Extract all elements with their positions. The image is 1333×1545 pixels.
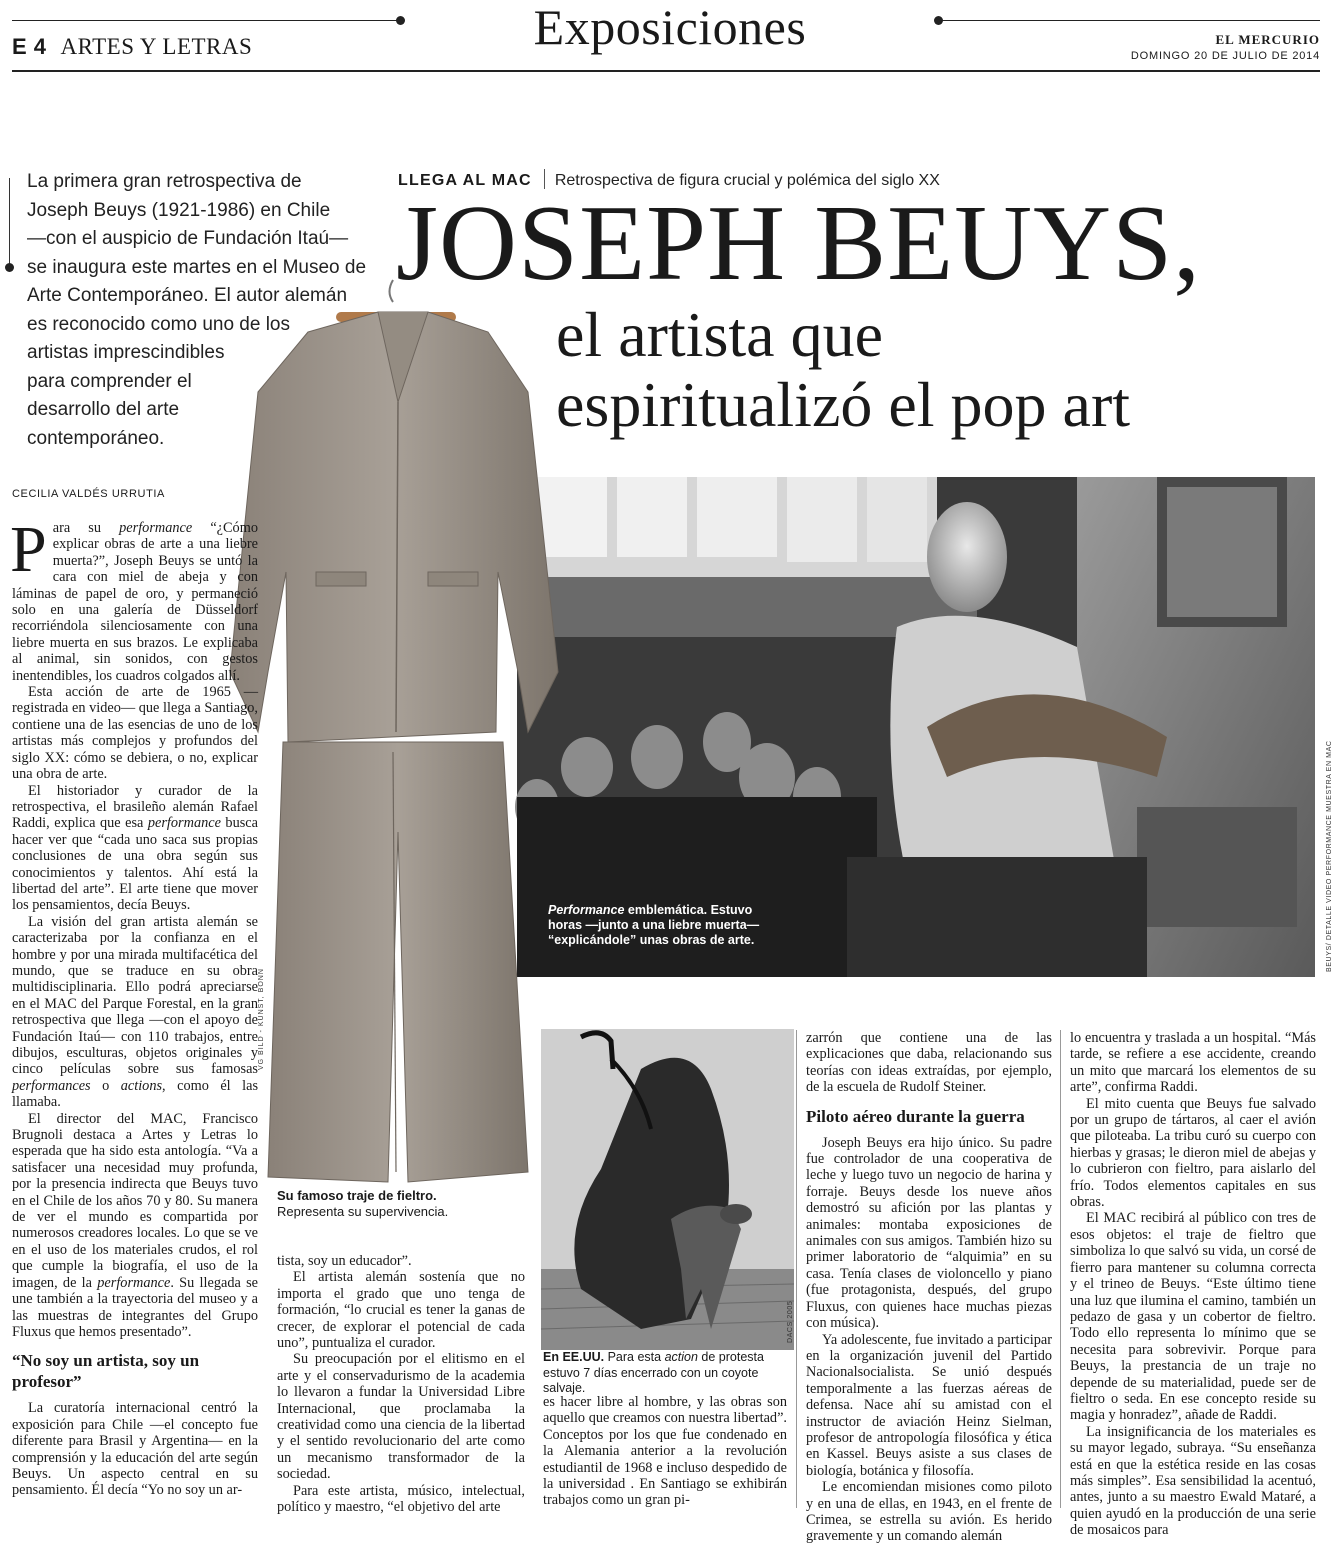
article-paragraph bbox=[12, 783, 258, 914]
newspaper-name: EL MERCURIO bbox=[1215, 32, 1320, 47]
header-bottom-rule bbox=[12, 70, 1320, 72]
paragraph-em: performance bbox=[97, 1274, 171, 1291]
lead-line: Joseph Beuys (1921-1986) en Chile bbox=[27, 199, 331, 221]
lead-line: La primera gran retrospectiva de bbox=[27, 171, 302, 192]
lead-line: para comprender el bbox=[27, 370, 192, 392]
paragraph-em: performances bbox=[12, 1077, 91, 1094]
article-paragraph: Ya adolescente, fue invitado a participar en la organización juvenil del Partido Nacionalsocialista. Se unió después temporalmente a las fuerzas aéreas de defensa. Nace ahí su amistad con el instructor de aviación Heinz Sielman, profesor de antropología filosófica y ética en Kassel. Beuys asiste a sus clases de biología, botánica y filosofía. bbox=[806, 1331, 1052, 1479]
article-column-1 bbox=[10, 513, 259, 1499]
column-rule bbox=[1060, 1030, 1061, 1508]
lead-line: —con el auspicio de Fundación Itaú— bbox=[27, 228, 349, 249]
article-paragraph: zarrón que contiene una de las explicaciones que daba, relacionando sus teorías con ideas extraídas, por ejemplo, de la escuela de Rudolf Steiner. bbox=[806, 1030, 1052, 1096]
paragraph-text: La visión del gran artista alemán se caracterizaba por la confianza en el hombre y por una mirada multifacética del mundo, que se traduce en su obra multidisciplinaria. Ello podrá apreciarse en el MAC del Parque Forestal, en la gran retrospectiva que llega —con el apoyo de Fundación Itaú— con 110 trabajos, entre dibujos, esculturas, objetos originales y cinco películas sobre sus famosas bbox=[12, 913, 258, 1078]
headline-subtitle-line: el artista que bbox=[556, 299, 883, 370]
byline: CECILIA VALDÉS URRUTIA bbox=[12, 488, 165, 500]
header-rule-right bbox=[938, 20, 1320, 21]
headline-subtitle bbox=[556, 300, 1130, 440]
lead-line: se inaugura este martes en el Museo de bbox=[27, 256, 367, 278]
article-paragraph bbox=[12, 914, 258, 1111]
article-column-2 bbox=[277, 1253, 525, 1516]
performance-caption-text: emblemática. Estuvo horas —junto a una liebre muerta— “explicándole” unas obras de arte. bbox=[548, 903, 760, 947]
paragraph-text: El director del MAC, Francisco Brugnoli destaca a Artes y Letras lo esperada que ha sido esta antología. “Va a satisfacer una necesidad muy profunda, por la presencia indirecta que Beuys tuvo en el Chile de los años 70 y 80. Su manera de ver el mundo es compartida por numerosos creadores locales. Lo que se ve en el uso de los materiales crudos, el rol que cumple la biografía, el uso de la imagen, de la bbox=[12, 1110, 258, 1291]
lead-line: Arte Contemporáneo. El autor alemán bbox=[27, 285, 348, 306]
paragraph-em: performance bbox=[119, 520, 193, 536]
subhead: Piloto aéreo durante la guerra bbox=[806, 1106, 1025, 1126]
felt-suit-graphic bbox=[228, 272, 560, 1192]
lead-line: desarrollo del arte bbox=[27, 399, 180, 420]
section-name: ARTES Y LETRAS bbox=[60, 34, 253, 59]
article-paragraph: La curatoría internacional centró la exposición para Chile —el concepto fue diferente para Brasil y Argentina— en la comprensión y la educación del arte según Beuys. Un aspecto central en su pensamiento. Él decía “Yo no soy un ar- bbox=[12, 1400, 258, 1499]
header-rule-left bbox=[12, 20, 400, 21]
paragraph-text: , como él las llamaba. bbox=[12, 1077, 259, 1111]
article-paragraph: El mito cuenta que Beuys fue salvado por un grupo de tártaros, al caer el avión que piloteaba. La tribu curó su cuerpo con hierbas y grasas; le dieron miel de abejas y lo cubrieron con fieltro, para aislarlo del frío. Todos elementos capitales en sus obras. bbox=[1070, 1095, 1316, 1211]
performance-photo-image bbox=[517, 477, 1315, 977]
article-paragraph: La insignificancia de los materiales es su mayor legado, subraya. “Su enseñanza está en que la estética reside en las cosas más simples”. Esa sensibilidad la acentuó, antes, junto a su maestro Ewald Mataré, a quien ayudó en la producción de una serie de mosaicos para bbox=[1070, 1423, 1316, 1539]
paragraph-em: actions bbox=[120, 1077, 163, 1094]
lead-line: es reconocido como uno de los bbox=[27, 313, 290, 335]
article-paragraph: Joseph Beuys era hijo único. Su padre fue controlador de una cooperativa de leche y luego tuvo un negocio de harina y forraje. Beuys desde los nueve años demostró su afición por las plantas y animales: montaba exposiciones de animales con sus amigos. También hizo su primer laboratorio de “alquimia” en su casa. Tenía clases de violoncello y piano (fue protagonista, después, del grupo Fluxus, con quienes hace muchas piezas con música). bbox=[806, 1134, 1052, 1332]
paragraph-text: o bbox=[90, 1077, 121, 1094]
paragraph-text: El historiador y curador de la retrospectiva, el brasileño alemán Rafael Raddi, explica que esa bbox=[12, 782, 258, 832]
article-paragraph: Para este artista, músico, intelectual, político y maestro, “el objetivo del arte bbox=[277, 1482, 525, 1516]
suit-credit: VG BILD - KUNST, BONN bbox=[258, 968, 265, 1070]
lead-line: artistas imprescindibles bbox=[27, 342, 225, 363]
article-paragraph bbox=[12, 1111, 258, 1341]
page-folio bbox=[12, 34, 252, 60]
article-column-3 bbox=[543, 1394, 787, 1509]
paragraph-text: . Su llegada se une también a la trayectoria del museo y a las muestras de integrantes del Grupo Fluxus que hemos presentado”. bbox=[12, 1274, 258, 1340]
suit-caption-text: Representa su supervivencia. bbox=[277, 1204, 449, 1219]
paragraph-text: busca hacer ver que “cada uno saca sus propias conclusiones de una obra según sus conocimientos y talentos. Ahí está la libertad del arte”. El arte tiene que mover los pensamientos, decía Beuys. bbox=[12, 815, 258, 914]
performance-caption bbox=[548, 903, 762, 948]
column-rule bbox=[796, 1030, 797, 1508]
article-paragraph: Le encomiendan misiones como piloto y en una de ellas, en 1943, en el frente de Crimea, se estrella su avión. Es herido gravemente y un comando alemán bbox=[806, 1479, 1052, 1545]
performance-photo bbox=[517, 477, 1315, 977]
headline-subtitle-line: espiritualizó el pop art bbox=[556, 369, 1131, 440]
coyote-caption-title: En EE.UU. bbox=[543, 1350, 605, 1364]
article-paragraph: es hacer libre al hombre, y las obras son aquello que creamos con nuestra libertad”. Conceptos por los que fue condenado en la Alemania anterior a la revolución estudiantil de 1968 e incluso despedido de la universidad . En Santiago se exhibirán trabajos como un gran pi- bbox=[543, 1394, 787, 1509]
page-number: E 4 bbox=[12, 34, 47, 59]
coyote-caption-em: action bbox=[664, 1350, 698, 1364]
kicker-subtitle: Retrospectiva de figura crucial y polémica del siglo XX bbox=[554, 172, 940, 189]
article-column-5 bbox=[1070, 1030, 1316, 1539]
subhead: “No soy un artista, soy un profesor” bbox=[12, 1351, 200, 1392]
coyote-credit: DACS 2005 bbox=[787, 1300, 794, 1343]
coyote-photo-image bbox=[541, 1029, 794, 1350]
felt-suit-image bbox=[228, 272, 560, 1192]
article-paragraph: El artista alemán sostenía que no importa el grado que uno tenga de formación, “lo crucial es tener la ganas de crecer, de explorar el potencial de cada uno”, puntualiza el curador. bbox=[277, 1269, 525, 1352]
lead-bullet bbox=[5, 263, 14, 272]
coyote-photo bbox=[541, 1029, 794, 1350]
drop-cap: P bbox=[10, 513, 47, 586]
suit-caption-title: Su famoso traje de fieltro. bbox=[277, 1188, 437, 1203]
performance-caption-em: Performance bbox=[548, 903, 625, 917]
article-paragraph: tista, soy un educador”. bbox=[277, 1253, 412, 1269]
coyote-caption bbox=[543, 1350, 793, 1397]
issue-date: DOMINGO 20 DE JULIO DE 2014 bbox=[1130, 50, 1320, 62]
performance-credit: BEUYS/ DETALLE VIDEO PERFORMANCE MUESTRA EN MAC bbox=[1326, 740, 1333, 972]
article-column-4 bbox=[806, 1030, 1052, 1545]
kicker-label: LLEGA AL MAC bbox=[398, 172, 532, 189]
article-paragraph: Esta acción de arte de 1965 —registrada en video— que llega a Santiago, contiene una de las esencias de uno de los artistas más complejos y profundos del siglo XX: cómo se debiera, o no, explicar una obra de arte. bbox=[12, 684, 258, 783]
article-paragraph bbox=[10, 513, 258, 684]
lead-rule bbox=[9, 178, 10, 266]
article-paragraph: lo encuentra y traslada a un hospital. “Más tarde, se refiere a ese accidente, creando un mito que marcará los elementos de su arte”, confirma Raddi. bbox=[1070, 1030, 1316, 1096]
coyote-caption-text: de protesta estuvo 7 días encerrado con un coyote salvaje. bbox=[543, 1350, 764, 1395]
suit-caption bbox=[277, 1188, 527, 1220]
section-title: Exposiciones bbox=[533, 0, 807, 55]
paragraph-em: performance bbox=[147, 815, 221, 832]
paragraph-text: ara su bbox=[52, 520, 120, 536]
paragraph-text: “¿Cómo explicar obras de arte a una liebre muerta?”, Joseph Beuys se untó la cara con miel de abeja y con láminas de papel de oro, y permaneció solo en una galería de Düsseldorf recorriéndola silenciosamente con una liebre muerta en sus brazos. Le explicaba al animal, sin sonidos, con gestos inentendibles, los cuadros colgados allí. bbox=[12, 520, 258, 684]
lead-line: contemporáneo. bbox=[27, 427, 165, 449]
headline-title: JOSEPH BEUYS, bbox=[396, 184, 1202, 303]
article-paragraph: Su preocupación por el elitismo en el arte y el conservadurismo de la academia lo llevaron a fundar la Universidad Libre Internacional, que proclamaba la creatividad como una ciencia de la libertad y el sentido revolucionario del arte como un mecanismo transformador de la sociedad. bbox=[277, 1351, 525, 1483]
masthead bbox=[1131, 32, 1320, 62]
coyote-caption-text: Para esta bbox=[604, 1350, 665, 1364]
article-paragraph: El MAC recibirá al público con tres de esos objetos: el traje de fieltro que simboliza lo que salvó su vida, un corsé de fierro para mantener su columna correcta y el trineo de Beuys. “Este último tiene una luz que ilumina el camino, también un pedazo de gasa y un cobertor de fieltro. Todo ello representa lo mínimo que se necesita para sobrevivir. Porque para Beuys, la prestancia de un traje no depende de su materialidad, puede ser de fieltro o seda. En ese concepto reside su magia y honradez”, añade de Raddi. bbox=[1070, 1210, 1316, 1424]
